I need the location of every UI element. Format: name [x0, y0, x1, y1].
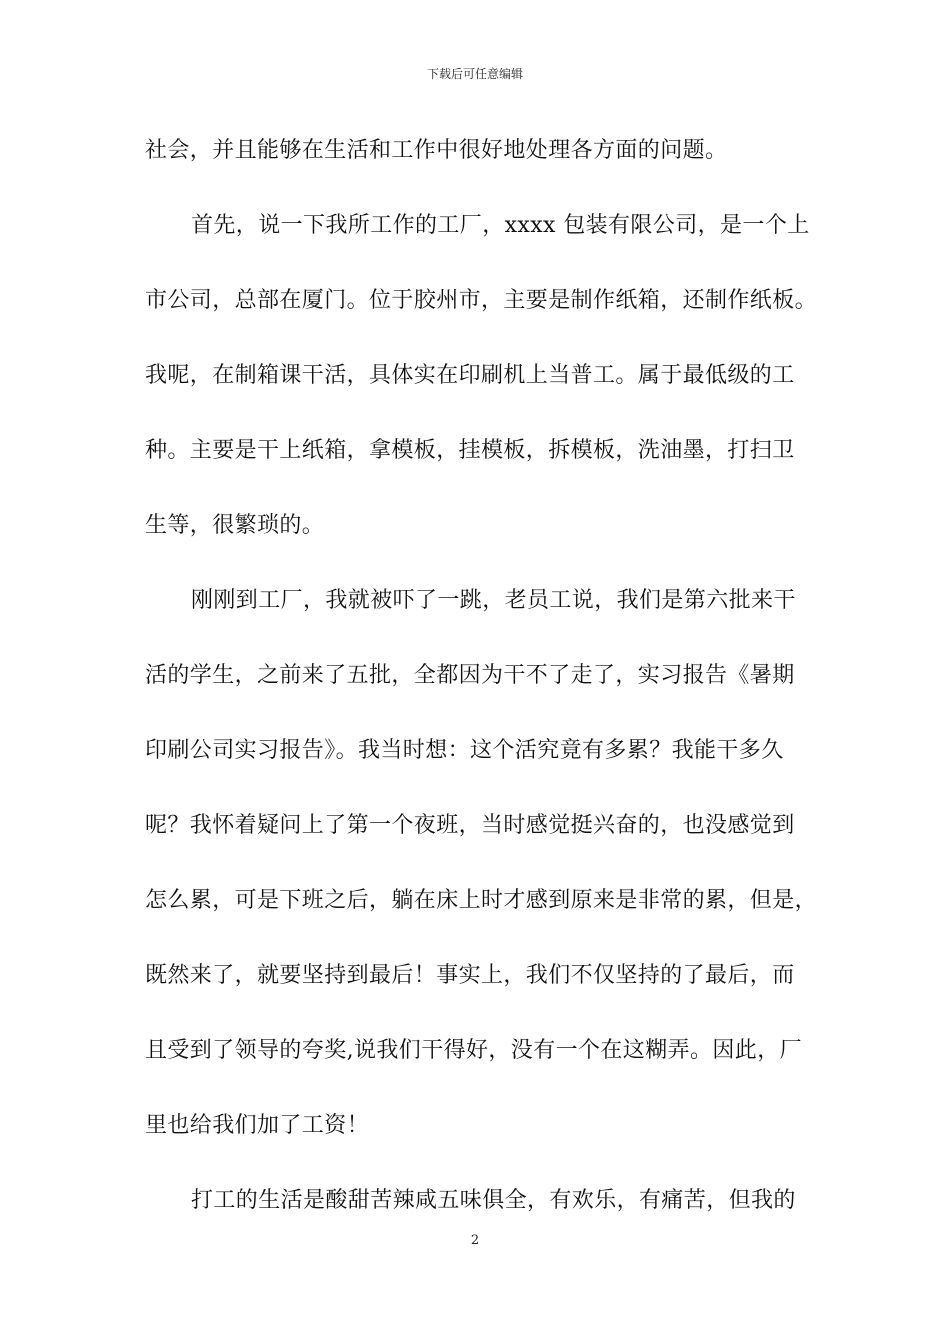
page-number: 2 [470, 1233, 480, 1248]
text-line: 印刷公司实习报告》。我当时想：这个活究竟有多累？我能干多久 [145, 738, 784, 763]
text-line: 活的学生，之前来了五批，全都因为干不了走了，实习报告《暑期 [145, 663, 795, 688]
text-line: 社会，并且能够在生活和工作中很好地处理各方面的问题。 [145, 138, 728, 163]
text-line: 里也给我们加了工资！ [145, 1113, 370, 1138]
paragraph-first-line: 刚刚到工厂，我就被吓了一跳，老员工说，我们是第六批来干 [191, 588, 796, 613]
text-line: 既然来了，就要坚持到最后！事实上，我们不仅坚持的了最后，而 [145, 963, 795, 988]
paragraph-first-line: 打工的生活是酸甜苦辣咸五味俱全，有欢乐，有痛苦，但我的 [191, 1188, 796, 1213]
text-line: 生等，很繁琐的。 [145, 513, 325, 538]
text-line: 种。主要是干上纸箱，拿模板，挂模板，拆模板，洗油墨，打扫卫 [145, 438, 795, 463]
text-line: 市公司，总部在厦门。位于胶州市，主要是制作纸箱，还制作纸板。 [145, 288, 818, 313]
paragraph-first-line: 首先，说一下我所工作的工厂，xxxx 包装有限公司，是一个上 [191, 213, 810, 238]
page-header: 下载后可任意编辑 [426, 67, 523, 81]
text-line: 且受到了领导的夸奖,说我们干得好，没有一个在这糊弄。因此，厂 [145, 1038, 802, 1063]
text-line: 呢？我怀着疑问上了第一个夜班，当时感觉挺兴奋的，也没感觉到 [145, 813, 795, 838]
text-line: 我呢，在制箱课干活，具体实在印刷机上当普工。属于最低级的工 [145, 363, 795, 388]
text-line: 怎么累，可是下班之后，躺在床上时才感到原来是非常的累，但是， [145, 888, 818, 913]
